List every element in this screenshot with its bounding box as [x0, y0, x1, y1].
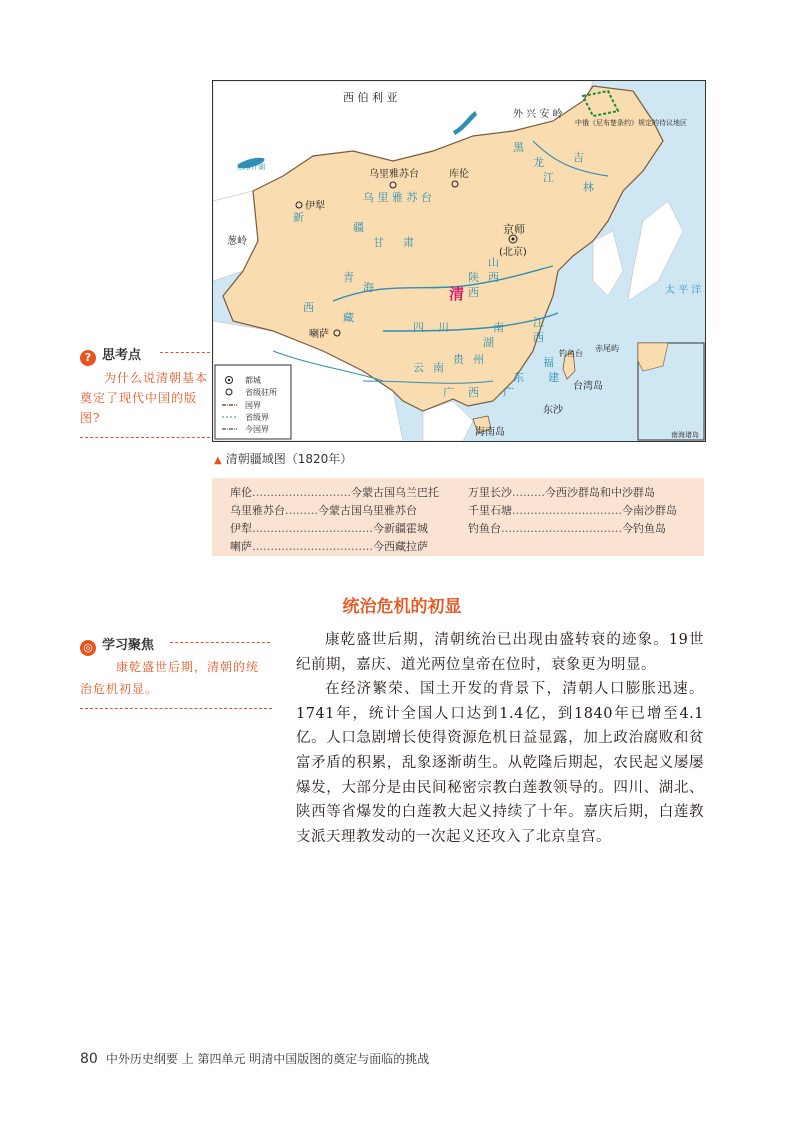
province-label: 青: [343, 271, 354, 284]
province-label: 海: [363, 281, 374, 294]
province-label: 山: [488, 256, 499, 269]
province-label: 肃: [403, 236, 414, 249]
label-taiwan: 台湾岛: [573, 381, 603, 392]
province-label: 广: [443, 386, 454, 399]
think-divider: [160, 352, 210, 353]
label-chiwei: 赤尾屿: [595, 344, 619, 353]
place-names-table: [212, 478, 704, 556]
name-row: 伊犁……………………………今新疆霍城: [230, 522, 428, 535]
label-diaoyu: 钓鱼台: [559, 349, 583, 358]
focus-divider: [170, 642, 270, 643]
map-graphic: [213, 81, 705, 441]
study-focus-title: ◎ 学习聚焦: [80, 634, 154, 656]
province-label: 四: [413, 321, 424, 334]
question-icon: ?: [80, 350, 96, 366]
label-uliastai: 乌里雅苏台: [369, 169, 419, 180]
think-point-title: ? 思考点: [80, 344, 141, 366]
name-row: 千里石塘…………………………今南沙群岛: [468, 504, 677, 517]
body-text: [296, 628, 704, 849]
province-label: 建: [548, 371, 559, 384]
label-waixinganling: 外 兴 安 岭: [513, 109, 563, 120]
province-label: 云: [413, 361, 424, 374]
think-bottom-divider: [80, 437, 210, 438]
name-row: 钓鱼台……………………………今钓鱼岛: [468, 522, 666, 535]
province-label: 州: [473, 353, 484, 366]
label-treaty: 中俄《尼布楚条约》规定的待议地区: [575, 119, 687, 127]
paragraph: 在经济繁荣、国土开发的背景下，清朝人口膨胀迅速。1741年，统计全国人口达到1.4亿，到1840年已增至4.1亿。人口急剧增长使得资源危机日益显露，加上政治腐败和贫富矛盾的积累，乱象逐渐萌生。从乾隆后期起，农民起义屡屡爆发，大部分是由民间秘密宗教白莲教领导的。四川、湖北、陕西等省爆发的白莲教大起义持续了十年。嘉庆后期，白莲教支派天理教发动的一次起义还攻入了北京皇宫。: [296, 681, 704, 845]
province-label: 乌 里 雅 苏 台: [363, 191, 432, 204]
page-number: 80: [80, 1051, 98, 1067]
province-label: 黑: [513, 141, 524, 154]
label-kulun: 库伦: [449, 169, 469, 180]
province-label: 新: [293, 211, 304, 224]
province-label: 广: [503, 386, 514, 399]
province-label: 东: [513, 371, 524, 384]
province-label: 藏: [343, 311, 354, 324]
study-focus-text: 康乾盛世后期，清朝的统治危机初显。: [80, 660, 260, 696]
province-label: 龙: [533, 156, 544, 169]
province-label: 南: [493, 321, 504, 334]
name-row: 乌里雅苏台………今蒙古国乌里雅苏台: [230, 504, 417, 517]
province-label: 南: [433, 361, 444, 374]
label-dongsha: 东沙: [543, 405, 563, 416]
name-row: 喇萨……………………………今西藏拉萨: [230, 540, 428, 553]
province-label: 西: [468, 286, 479, 299]
label-congling: 葱岭: [227, 236, 247, 247]
province-label: 湖: [483, 336, 494, 349]
province-label: 疆: [353, 221, 364, 234]
label-yili: 伊犁: [305, 201, 325, 212]
label-jingshi: 京师: [503, 223, 525, 236]
label-pacific: 太 平 洋: [665, 285, 702, 296]
triangle-icon: ▲: [214, 455, 222, 466]
legend-border: 国界: [245, 401, 261, 410]
province-label: 西: [303, 301, 314, 314]
label-qing: 清: [449, 285, 465, 303]
label-beijing: (北京): [499, 247, 527, 258]
province-label: 福: [543, 356, 554, 369]
legend-provincial-border: 省级界: [245, 413, 269, 422]
focus-bottom-divider: [80, 708, 272, 709]
legend-capital: 都城: [245, 376, 261, 385]
name-row: 库伦………………………今蒙古国乌兰巴托: [230, 486, 439, 499]
legend-modern-border: 今国界: [245, 425, 269, 434]
province-label: 川: [438, 321, 449, 334]
label-siberia: 西 伯 利 亚: [343, 91, 398, 104]
province-label: 西: [468, 386, 479, 399]
name-row: 万里长沙………今西沙群岛和中沙群岛: [468, 486, 655, 499]
page-footer: [80, 1050, 429, 1067]
legend-provincial-seat: 省级驻所: [245, 388, 277, 397]
section-title: 统治危机的初显: [342, 597, 462, 617]
province-label: 西: [533, 331, 544, 344]
province-label: 贵: [453, 353, 464, 366]
province-label: 西: [488, 271, 499, 284]
province-label: 甘: [373, 236, 384, 249]
province-label: 林: [583, 181, 594, 194]
paragraph: 康乾盛世后期，清朝统治已出现由盛转衰的迹象。19世纪前期，嘉庆、道光两位皇帝在位时，衰象更为明显。: [296, 632, 704, 673]
province-label: 陕: [468, 271, 479, 284]
footer-text: 中外历史纲要 上 第四单元 明清中国版图的奠定与面临的挑战: [105, 1052, 430, 1066]
target-icon: ◎: [80, 640, 96, 656]
qing-territory-map: [212, 80, 706, 442]
label-nanhai: 南海诸岛: [671, 431, 699, 439]
province-label: 吉: [573, 151, 584, 164]
think-point-question: 为什么说清朝基本奠定了现代中国的版图?: [80, 371, 209, 425]
label-lasa: 喇萨: [309, 329, 329, 340]
label-balkhash: 巴喀什湖: [237, 163, 265, 171]
province-label: 江: [543, 171, 554, 184]
map-caption: ▲ 清朝疆域图（1820年）: [214, 452, 353, 466]
label-hainan: 海南岛: [475, 427, 505, 438]
province-label: 江: [533, 316, 544, 329]
